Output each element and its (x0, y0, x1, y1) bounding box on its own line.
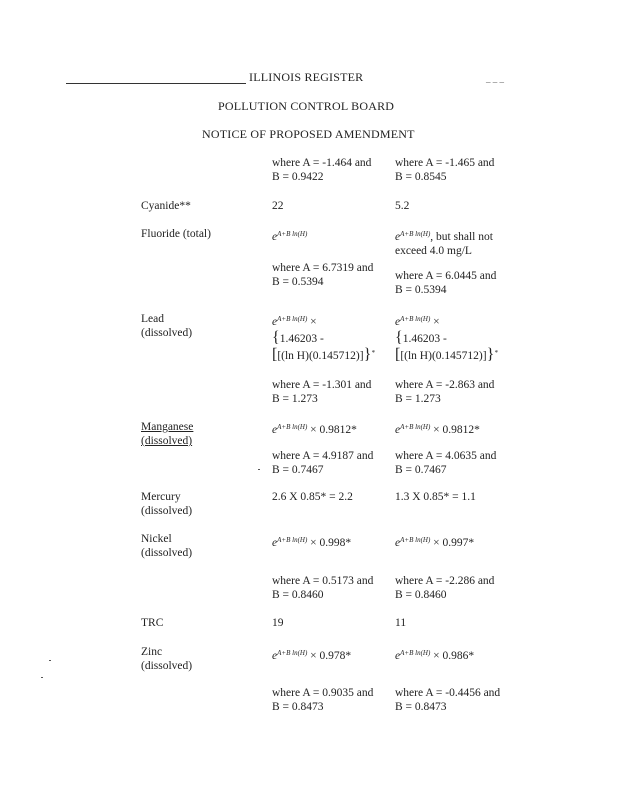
zinc-chronic-where: where A = -0.4456 and B = 0.8473 (395, 687, 501, 713)
fluoride-acute-where: where A = 6.7319 and B = 0.5394 (272, 262, 374, 288)
zinc-acute-formula: $e^{A+B ln(H)} \times 0.978*$ (272, 649, 352, 662)
register-title: ILLINOIS REGISTER (249, 70, 364, 84)
lead-acute-where: where A = -1.301 and B = 1.273 (272, 379, 372, 405)
mercury-chronic: 1.3 X 0.85* = 1.1 (395, 491, 476, 503)
stray-mark (258, 469, 260, 470)
manganese-name: Manganese (dissolved) (141, 421, 194, 447)
zinc-chronic-formula: $e^{A+B ln(H)} \times 0.986*$ (395, 649, 475, 662)
manganese-acute-formula: $e^{A+B ln(H)} \times 0.9812*$ (272, 423, 357, 436)
nickel-acute-formula: $e^{A+B ln(H)} \times 0.998*$ (272, 536, 352, 549)
zinc-name: Zinc (dissolved) (141, 646, 193, 672)
manganese-chronic-where: where A = 4.0635 and B = 0.7467 (395, 450, 497, 476)
page-number-blank: _ _ _ (486, 74, 504, 84)
notice-title: NOTICE OF PROPOSED AMENDMENT (202, 127, 415, 141)
nickel-chronic-formula: $e^{A+B ln(H)} \times 0.997*$ (395, 536, 475, 549)
cyanide-acute: 22 (272, 200, 284, 212)
cyanide-chronic: 5.2 (395, 200, 410, 212)
trc-acute: 19 (272, 617, 284, 629)
header-left-rule (66, 83, 246, 84)
fluoride-acute-formula: $e^{A+B ln(H)}$ (272, 230, 308, 243)
nickel-chronic-where: where A = -2.286 and B = 0.8460 (395, 575, 495, 601)
mercury-acute: 2.6 X 0.85* = 2.2 (272, 491, 353, 503)
lead-chronic-formula: $e^{A+B ln(H)}$ × {1.46203 - [[(ln H)(0.145712)]}* (395, 315, 498, 363)
fluoride-chronic-where: where A = 6.0445 and B = 0.5394 (395, 270, 497, 296)
trc-chronic: 11 (395, 617, 407, 629)
nickel-acute-where: where A = 0.5173 and B = 0.8460 (272, 575, 374, 601)
scan-speck (41, 677, 43, 678)
manganese-acute-where: where A = 4.9187 and B = 0.7467 (272, 450, 374, 476)
manganese-chronic-formula: $e^{A+B ln(H)} \times 0.9812*$ (395, 423, 480, 436)
top-chronic-where: where A = -1.465 and B = 0.8545 (395, 157, 495, 183)
lead-chronic-where: where A = -2.863 and B = 1.273 (395, 379, 495, 405)
mercury-name: Mercury (dissolved) (141, 491, 193, 517)
lead-acute-formula: $e^{A+B ln(H)}$ × {1.46203 - [[(ln H)(0.145712)]}* (272, 315, 375, 363)
nickel-name: Nickel (dissolved) (141, 533, 193, 559)
fluoride-name: Fluoride (total) (141, 228, 211, 240)
zinc-acute-where: where A = 0.9035 and B = 0.8473 (272, 687, 374, 713)
lead-name: Lead (dissolved) (141, 313, 193, 339)
fluoride-chronic-formula: $e^{A+B ln(H)}$, but shall not exceed 4.0 mg/L (395, 230, 493, 257)
scan-speck (49, 660, 51, 661)
board-title: POLLUTION CONTROL BOARD (218, 99, 395, 113)
top-acute-where: where A = -1.464 and B = 0.9422 (272, 157, 372, 183)
trc-name: TRC (141, 617, 164, 629)
cyanide-name: Cyanide** (141, 200, 191, 212)
